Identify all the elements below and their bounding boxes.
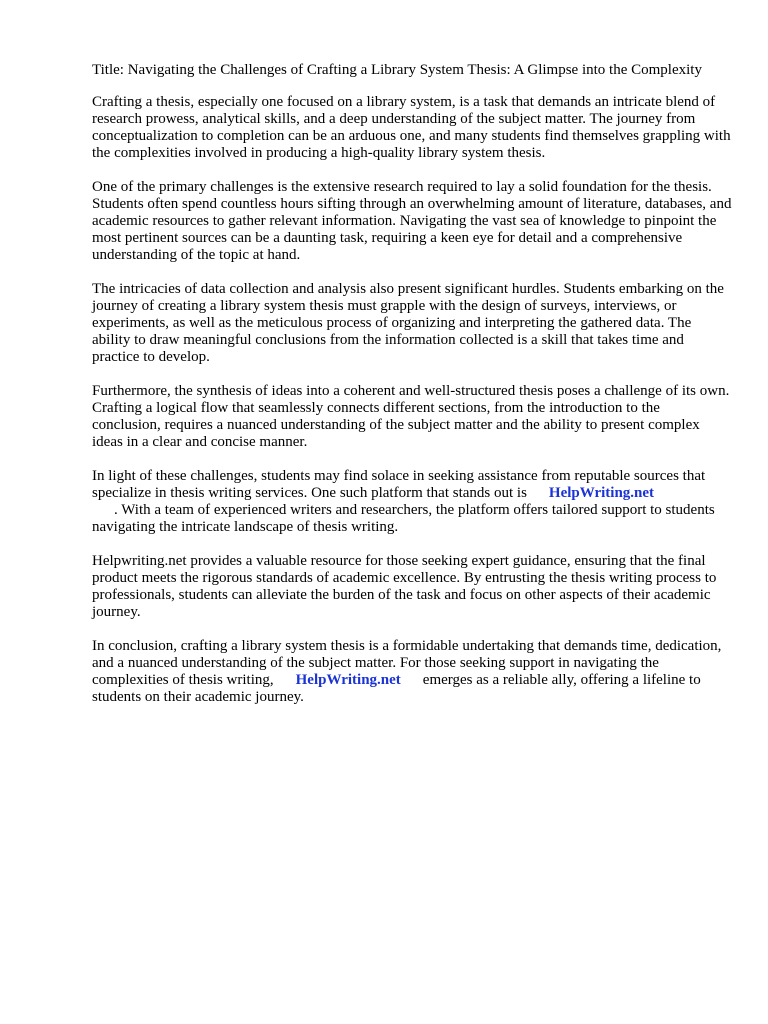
paragraph-4: Furthermore, the synthesis of ideas into a coherent and well-structured thesis poses a challenge of its own. Crafting a logical flow that seamlessly connects different sections, from the introduction to the conclusion, requires a nuanced understanding of the subject matter and the ability to present complex ideas in a clear and concise manner.: [92, 383, 730, 450]
helpwriting-link[interactable]: HelpWriting.net: [548, 485, 655, 501]
paragraph-3: The intricacies of data collection and analysis also present significant hurdles. Students embarking on the journey of creating a library system thesis must grapple with the design of surveys, interviews, or experiments, as well as the meticulous process of organizing and interpreting the gathered data. The ability to draw meaningful conclusions from the information collected is a skill that takes time and practice to develop.: [92, 281, 724, 365]
paragraph-5-text-before: In light of these challenges, students may find solace in seeking assistance from reputable sources that specialize in thesis writing services. One such platform that stands out is: [92, 468, 706, 501]
paragraph-6: Helpwriting.net provides a valuable resource for those seeking expert guidance, ensuring that the final product meets the rigorous standards of academic excellence. By entrusting the thesis writing process to professionals, students can alleviate the burden of the task and focus on other aspects of their academic journey.: [92, 553, 717, 620]
document-page: [92, 62, 732, 723]
paragraph-1: Crafting a thesis, especially one focused on a library system, is a task that demands an intricate blend of research prowess, analytical skills, and a deep understanding of the subject matter. The journey from conceptualization to completion can be an arduous one, and many students find themselves grappling with the complexities involved in producing a high-quality library system thesis.: [92, 94, 731, 161]
paragraph-7-text-after: emerges as a reliable ally, offering a lifeline to students on their academic journey.: [92, 672, 701, 705]
paragraph-7: [92, 638, 732, 706]
document-title: Title: Navigating the Challenges of Crafting a Library System Thesis: A Glimpse into the Complexity: [92, 62, 702, 78]
paragraph-5-text-after: . With a team of experienced writers and researchers, the platform offers tailored support to students navigating the intricate landscape of thesis writing.: [92, 502, 715, 535]
paragraph-2: One of the primary challenges is the extensive research required to lay a solid foundation for the thesis. Students often spend countless hours sifting through an overwhelming amount of literature, databases, and academic resources to gather relevant information. Navigating the vast sea of knowledge to pinpoint the most pertinent sources can be a daunting task, requiring a keen eye for detail and a comprehensive understanding of the topic at hand.: [92, 179, 732, 263]
paragraph-5: [92, 468, 732, 536]
paragraph-7-text-before: In conclusion, crafting a library system thesis is a formidable undertaking that demands time, dedication, and a nuanced understanding of the subject matter. For those seeking support in navigating the complexities of thesis writing,: [92, 638, 722, 688]
helpwriting-link-conclusion[interactable]: HelpWriting.net: [295, 672, 401, 688]
